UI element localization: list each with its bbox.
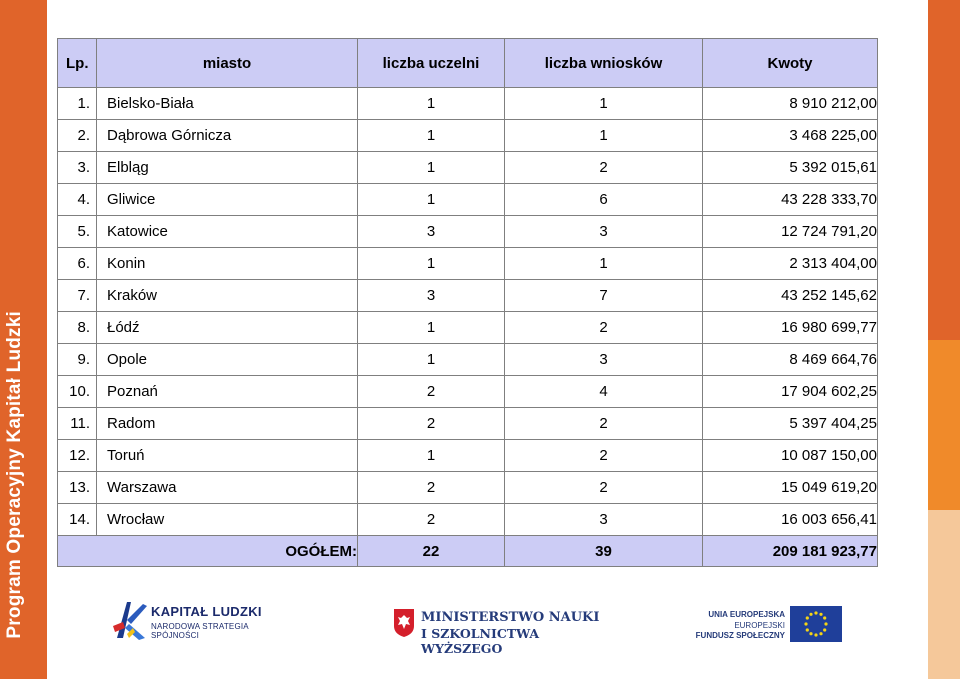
row-applications: 6 xyxy=(505,184,703,216)
row-universities: 1 xyxy=(358,152,505,184)
table-row xyxy=(58,280,878,312)
row-lp: 2. xyxy=(58,120,97,152)
left-orange-band xyxy=(0,0,47,679)
row-city: Toruń xyxy=(97,440,358,472)
header-universities: liczba uczelni xyxy=(358,39,505,88)
row-amount: 5 392 015,61 xyxy=(703,152,878,184)
row-lp: 6. xyxy=(58,248,97,280)
total-universities: 22 xyxy=(358,536,505,567)
row-universities: 2 xyxy=(358,504,505,536)
table-row xyxy=(58,216,878,248)
row-lp: 4. xyxy=(58,184,97,216)
right-band-mid-segment xyxy=(928,340,960,510)
row-lp: 12. xyxy=(58,440,97,472)
row-universities: 1 xyxy=(358,184,505,216)
total-applications: 39 xyxy=(505,536,703,567)
eu-line1: UNIA EUROPEJSKA xyxy=(708,610,785,619)
row-universities: 2 xyxy=(358,408,505,440)
row-amount: 8 469 664,76 xyxy=(703,344,878,376)
row-applications: 1 xyxy=(505,248,703,280)
row-lp: 14. xyxy=(58,504,97,536)
header-city: miasto xyxy=(97,39,358,88)
right-band-light-segment xyxy=(928,510,960,679)
row-lp: 9. xyxy=(58,344,97,376)
table-header-row xyxy=(58,39,878,88)
row-amount: 10 087 150,00 xyxy=(703,440,878,472)
row-city: Konin xyxy=(97,248,358,280)
row-universities: 2 xyxy=(358,376,505,408)
row-city: Warszawa xyxy=(97,472,358,504)
program-vertical-text: Program Operacyjny Kapitał Ludzki xyxy=(4,311,25,639)
row-city: Elbląg xyxy=(97,152,358,184)
eu-flag-icon xyxy=(790,606,842,642)
row-city: Dąbrowa Górnicza xyxy=(97,120,358,152)
total-row xyxy=(58,536,878,567)
header-lp: Lp. xyxy=(58,39,97,88)
table-row xyxy=(58,376,878,408)
row-universities: 1 xyxy=(358,120,505,152)
eu-logo xyxy=(695,606,850,646)
table-row xyxy=(58,440,878,472)
row-city: Kraków xyxy=(97,280,358,312)
row-amount: 16 980 699,77 xyxy=(703,312,878,344)
ministry-logo xyxy=(393,608,603,656)
row-amount: 8 910 212,00 xyxy=(703,88,878,120)
row-lp: 7. xyxy=(58,280,97,312)
row-applications: 4 xyxy=(505,376,703,408)
row-applications: 2 xyxy=(505,472,703,504)
row-applications: 2 xyxy=(505,152,703,184)
right-band-dark-segment xyxy=(928,0,960,340)
row-amount: 15 049 619,20 xyxy=(703,472,878,504)
row-universities: 1 xyxy=(358,440,505,472)
ministry-line1: MINISTERSTWO NAUKI xyxy=(421,610,600,625)
header-applications: liczba wniosków xyxy=(505,39,703,88)
row-amount: 5 397 404,25 xyxy=(703,408,878,440)
total-blank-cell xyxy=(58,536,97,567)
row-amount: 43 252 145,62 xyxy=(703,280,878,312)
kapital-ludzki-logo xyxy=(113,598,263,642)
logos-footer xyxy=(0,598,960,656)
table-row xyxy=(58,152,878,184)
kapital-ludzki-subtitle: NARODOWA STRATEGIA SPÓJNOŚCI xyxy=(151,622,249,640)
row-applications: 3 xyxy=(505,344,703,376)
row-lp: 13. xyxy=(58,472,97,504)
eu-line3: FUNDUSZ SPOŁECZNY xyxy=(695,631,785,640)
row-universities: 1 xyxy=(358,312,505,344)
row-city: Łódź xyxy=(97,312,358,344)
row-amount: 17 904 602,25 xyxy=(703,376,878,408)
row-universities: 1 xyxy=(358,88,505,120)
row-universities: 3 xyxy=(358,216,505,248)
table-row xyxy=(58,312,878,344)
row-applications: 2 xyxy=(505,440,703,472)
row-city: Opole xyxy=(97,344,358,376)
funding-table xyxy=(57,38,878,567)
row-amount: 43 228 333,70 xyxy=(703,184,878,216)
header-amounts: Kwoty xyxy=(703,39,878,88)
row-universities: 3 xyxy=(358,280,505,312)
row-lp: 11. xyxy=(58,408,97,440)
kapital-ludzki-emblem-icon xyxy=(113,598,149,642)
polish-eagle-emblem-icon xyxy=(393,608,415,638)
total-amount: 209 181 923,77 xyxy=(703,536,878,567)
total-label: OGÓŁEM: xyxy=(97,536,358,567)
row-city: Gliwice xyxy=(97,184,358,216)
row-applications: 2 xyxy=(505,312,703,344)
right-orange-band xyxy=(928,0,960,679)
ministry-line2: I SZKOLNICTWA WYŻSZEGO xyxy=(421,626,540,656)
table-row xyxy=(58,504,878,536)
row-lp: 10. xyxy=(58,376,97,408)
kapital-ludzki-title: KAPITAŁ LUDZKI xyxy=(151,604,262,619)
row-city: Poznań xyxy=(97,376,358,408)
row-applications: 3 xyxy=(505,216,703,248)
row-applications: 7 xyxy=(505,280,703,312)
table-row xyxy=(58,120,878,152)
row-city: Wrocław xyxy=(97,504,358,536)
row-city: Katowice xyxy=(97,216,358,248)
row-amount: 12 724 791,20 xyxy=(703,216,878,248)
row-lp: 1. xyxy=(58,88,97,120)
row-amount: 2 313 404,00 xyxy=(703,248,878,280)
row-lp: 5. xyxy=(58,216,97,248)
table-row xyxy=(58,88,878,120)
table-row xyxy=(58,184,878,216)
row-amount: 16 003 656,41 xyxy=(703,504,878,536)
row-applications: 3 xyxy=(505,504,703,536)
row-lp: 3. xyxy=(58,152,97,184)
table-row xyxy=(58,344,878,376)
eu-line2: EUROPEJSKI xyxy=(734,621,785,630)
row-amount: 3 468 225,00 xyxy=(703,120,878,152)
row-city: Bielsko-Biała xyxy=(97,88,358,120)
row-applications: 2 xyxy=(505,408,703,440)
table-row xyxy=(58,472,878,504)
row-universities: 1 xyxy=(358,344,505,376)
row-universities: 2 xyxy=(358,472,505,504)
row-city: Radom xyxy=(97,408,358,440)
row-lp: 8. xyxy=(58,312,97,344)
row-applications: 1 xyxy=(505,88,703,120)
row-universities: 1 xyxy=(358,248,505,280)
row-applications: 1 xyxy=(505,120,703,152)
table-row xyxy=(58,248,878,280)
table-row xyxy=(58,408,878,440)
